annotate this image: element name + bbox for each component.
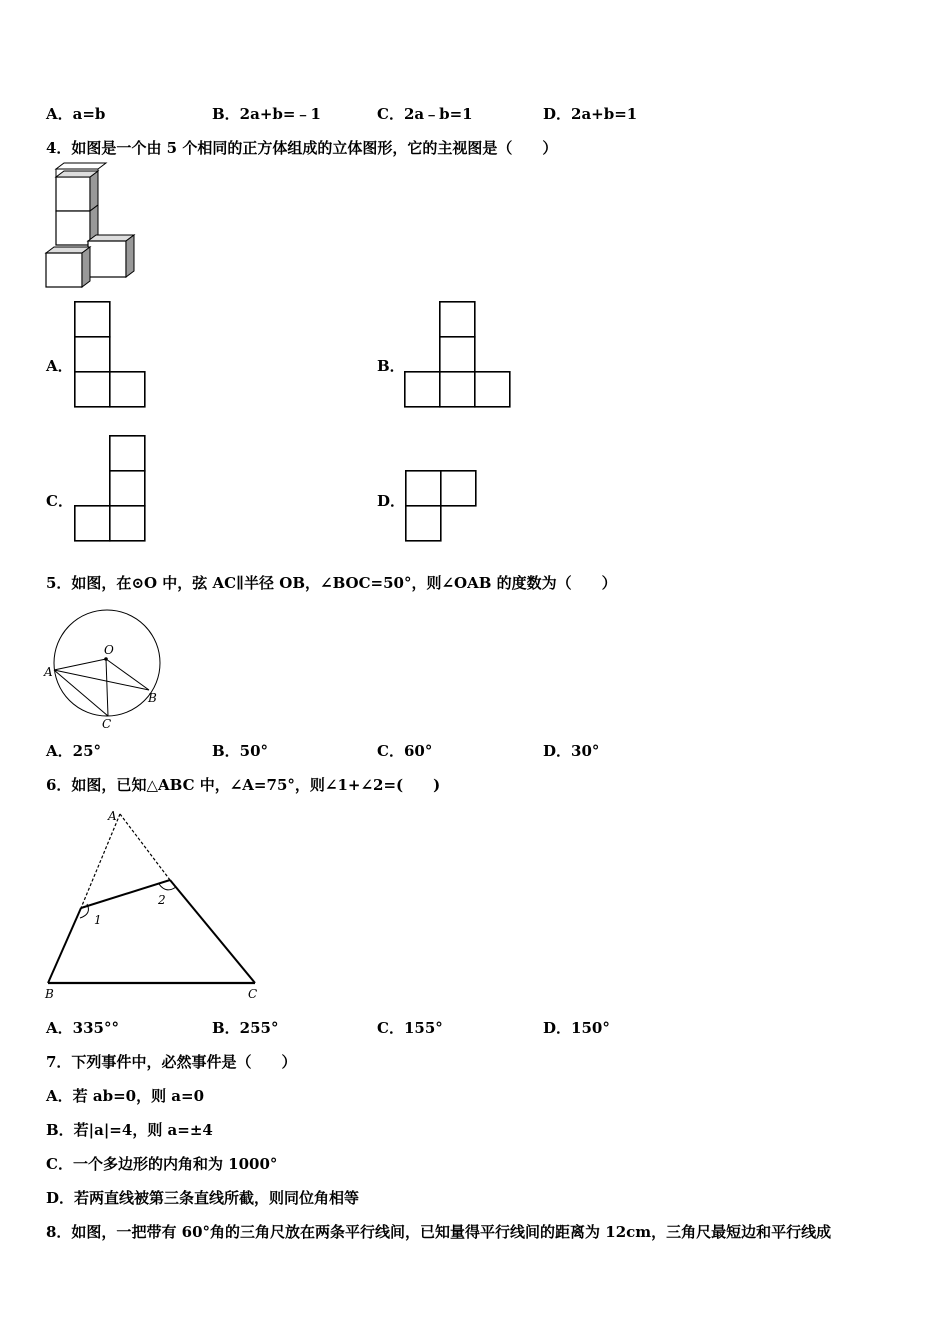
q6-label-a: A — [108, 809, 117, 823]
q4-cube-figure — [44, 169, 136, 289]
q7-option-d: D．若两直线被第三条直线所截，则同位角相等 — [46, 1189, 360, 1207]
q4-choice-b-label: B． — [377, 357, 405, 375]
q4-choice-a-label: A． — [46, 357, 73, 375]
q6-triangle-figure — [42, 806, 272, 1002]
q7-option-a: A．若 ab=0，则 a=0 — [46, 1087, 205, 1105]
q4-choice-a-figure — [74, 301, 146, 408]
q7-option-b: B．若|a|=4，则 a=±4 — [46, 1121, 213, 1139]
q3-option-b: B．2a+b=﹣1 — [212, 105, 321, 123]
q6-label-b: B — [45, 987, 54, 1001]
q4-choice-c-figure — [74, 435, 146, 542]
q4-choice-d-figure — [405, 470, 477, 543]
q6-option-b: B．255° — [212, 1019, 279, 1037]
q5-option-c: C．60° — [377, 742, 433, 760]
q5-label-o: O — [104, 643, 114, 657]
q6-stem: 6．如图，已知△ABC 中，∠A=75°，则∠1+∠2=( ) — [46, 776, 441, 794]
q5-option-d: D．30° — [543, 742, 600, 760]
q6-label-2: 2 — [158, 893, 166, 907]
q8-stem: 8．如图，一把带有 60°角的三角尺放在两条平行线间，已知量得平行线间的距离为 12cm，三角尺最短边和平行线成 — [46, 1223, 832, 1241]
q5-label-c: C — [102, 717, 112, 731]
q6-option-a: A．335°° — [46, 1019, 119, 1037]
q6-option-c: C．155° — [377, 1019, 443, 1037]
q5-label-a: A — [44, 665, 53, 679]
q6-option-d: D．150° — [543, 1019, 610, 1037]
q6-label-c: C — [248, 987, 258, 1001]
q4-stem: 4．如图是一个由 5 个相同的正方体组成的立体图形，它的主视图是（ ） — [46, 139, 558, 157]
q7-stem: 7．下列事件中，必然事件是（ ） — [46, 1053, 297, 1071]
q5-label-b: B — [148, 691, 157, 705]
q5-stem: 5．如图，在⊙O 中，弦 AC∥半径 OB，∠BOC=50°，则∠OAB 的度数为（ ） — [46, 574, 617, 592]
q3-option-d: D．2a+b=1 — [543, 105, 638, 123]
q5-option-a: A．25° — [46, 742, 102, 760]
q7-option-c: C．一个多边形的内角和为 1000° — [46, 1155, 278, 1173]
q4-choice-b-figure — [404, 301, 511, 408]
q4-choice-d-label: D． — [377, 492, 406, 510]
q5-option-b: B．50° — [212, 742, 269, 760]
q5-circle-figure — [42, 600, 167, 730]
q6-label-1: 1 — [94, 913, 102, 927]
q3-option-c: C．2a﹣b=1 — [377, 105, 473, 123]
q4-choice-c-label: C． — [46, 492, 73, 510]
q3-option-a: A．a=b — [46, 105, 106, 123]
